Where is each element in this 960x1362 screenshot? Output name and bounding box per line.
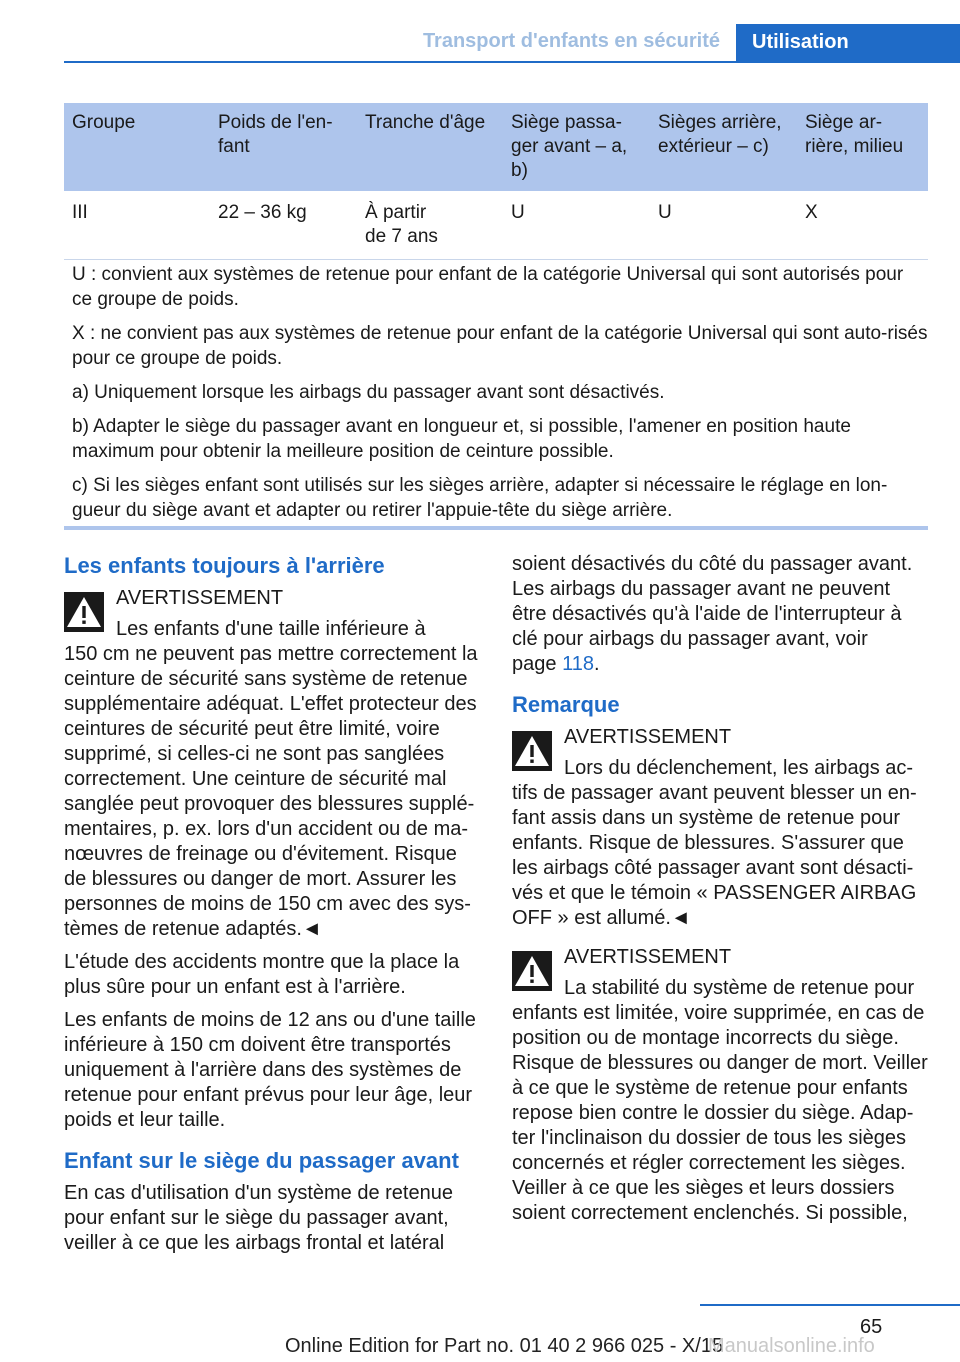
page-ref-prefix: page (512, 653, 563, 675)
right-column (512, 552, 928, 1234)
col-header-arriere-exterieur: Sièges arrière, extérieur – c) (650, 103, 797, 191)
page-number: 65 (860, 1316, 883, 1338)
chapter-tab: Utilisation (736, 24, 960, 62)
warning-block (64, 586, 480, 942)
note-a: a) Uniquement lorsque les airbags du passager avant sont désactivés. (72, 382, 665, 403)
note-c: c) Si les sièges enfant sont utilisés sur les sièges arrière, adapter si nécessaire le réglage en lon-gueur du siège avant et adapter ou retirer l'appuie-tête du siège arrière. (72, 475, 888, 521)
warning-title: AVERTISSEMENT (564, 946, 732, 968)
section-title: Transport d'enfants en sécurité (422, 30, 720, 52)
col-header-arriere-milieu: Siège ar- rière, milieu (797, 103, 928, 191)
note-b: b) Adapter le siège du passager avant en longueur et, si possible, l'amener en position haute maximum pour obtenir la meilleure position de ceinture possible. (72, 416, 851, 462)
col-header-passager-avant: Siège passa- ger avant – a, b) (503, 103, 650, 191)
warning-triangle-icon (512, 731, 552, 771)
footer-rule (700, 1304, 960, 1306)
paragraph (512, 552, 928, 677)
warning-text: tifs de passager avant peuvent blesser un en-fant assis dans un système de retenue pour enfants. Risque de blessures. S'assurer que les airbags côté passager avant sont désacti-vés et que le témoin « PASSENGER AIRBAG OFF » est allumé.◄ (512, 782, 917, 929)
watermark: Manualsonline.info (708, 1335, 875, 1357)
col-header-age: Tranche d'âge (357, 103, 503, 191)
table-header-row (64, 103, 928, 191)
header-rule (64, 61, 960, 63)
heading-children-rear: Les enfants toujours à l'arrière (64, 553, 385, 578)
note-x: X : ne convient pas aux systèmes de retenue pour enfant de la catégorie Universal qui sont auto-risés pour ce groupe de poids. (72, 323, 928, 369)
note-u: U : convient aux systèmes de retenue pour enfant de la catégorie Universal qui sont autorisés pour ce groupe de poids. (72, 264, 904, 310)
notes-divider (64, 526, 928, 530)
heading-remarque: Remarque (512, 692, 620, 717)
warning-block (512, 725, 928, 931)
footer-edition: Online Edition for Part no. 01 40 2 966 025 - X/15 (285, 1335, 724, 1357)
paragraph: En cas d'utilisation d'un système de retenue pour enfant sur le siège du passager avant, veiller à ce que les airbags frontal et latéral (64, 1182, 453, 1254)
table-row (64, 191, 928, 260)
warning-lead: Les enfants d'une taille inférieure à (116, 618, 426, 640)
child-seat-table (64, 103, 928, 260)
table-notes (64, 262, 928, 532)
paragraph-end: . (593, 653, 600, 675)
table-cell: À partir de 7 ans (357, 191, 503, 260)
table-cell: III (64, 191, 210, 260)
warning-lead: La stabilité du système de retenue pour (564, 977, 915, 999)
table-cell: U (650, 191, 797, 260)
warning-text: enfants est limitée, voire supprimée, en cas de position ou de montage incorrects du siège. Risque de blessures ou danger de mort. Veiller à ce que le système de retenue pour enfants repose bien contre le dossier du siège. Adap-ter l'inclinaison du dossier de tous les sièges concernés et régler correctement les sièges. Veiller à ce que les sièges et leurs dossiers soient correctement enclenchés. Si possible, (512, 1002, 928, 1224)
paragraph: Les enfants de moins de 12 ans ou d'une taille inférieure à 150 cm doivent être transportés uniquement à l'arrière dans des systèmes de retenue pour enfant prévus pour leur âge, leur poids et leur taille. (64, 1009, 476, 1131)
col-header-groupe: Groupe (64, 103, 210, 191)
warning-title: AVERTISSEMENT (564, 726, 732, 748)
table-cell: 22 – 36 kg (210, 191, 357, 260)
paragraph: L'étude des accidents montre que la place la plus sûre pour un enfant est à l'arrière. (64, 951, 460, 998)
warning-text: 150 cm ne peuvent pas mettre correctement la ceinture de sécurité sans système de retenue supplémentaire adéquat. L'effet protecteur des ceintures de sécurité peut être limité, voire supprimé, si celles-ci ne sont pas sanglées correctement. Une ceinture de sécurité mal sanglée peut provoquer des blessures supplé-mentaires, p. ex. lors d'un accident ou de ma-nœuvres de freinage ou d'évitement. Risque de blessures ou danger de mort. Assurer les personnes de moins de 150 cm avec des sys-tèmes de retenue adaptés.◄ (64, 643, 478, 940)
warning-title: AVERTISSEMENT (116, 587, 284, 609)
col-header-poids: Poids de l'en- fant (210, 103, 357, 191)
page-header (0, 0, 960, 64)
table-cell: U (503, 191, 650, 260)
warning-block (512, 945, 928, 1226)
warning-triangle-icon (512, 951, 552, 991)
warning-triangle-icon (64, 592, 104, 632)
warning-lead: Lors du déclenchement, les airbags ac- (564, 757, 914, 779)
left-column (64, 552, 480, 1264)
heading-front-seat: Enfant sur le siège du passager avant (64, 1148, 459, 1173)
table-cell: X (797, 191, 928, 260)
paragraph-text: soient désactivés du côté du passager avant. Les airbags du passager avant ne peuvent être désactivés qu'à l'aide de l'interrupteur à clé pour airbags du passager avant, voir (512, 553, 913, 650)
page-link-118[interactable]: 118 (562, 653, 594, 675)
